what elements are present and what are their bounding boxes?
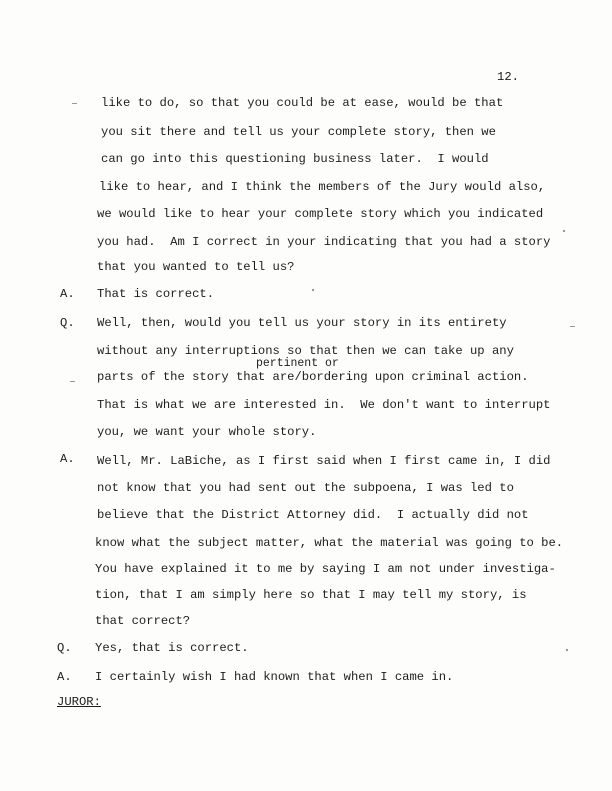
text-line: parts of the story that are/bordering upon criminal action. xyxy=(97,370,529,384)
text-line: Well, Mr. LaBiche, as I first said when I first came in, I did xyxy=(97,454,551,468)
text-line: not know that you had sent out the subpoena, I was led to xyxy=(97,481,514,495)
scan-mark xyxy=(570,326,575,327)
text-line: without any interruptions so that then we can take up any xyxy=(97,344,514,358)
text-line: I certainly wish I had known that when I came in. xyxy=(95,670,454,684)
speaker-label: Q. xyxy=(57,641,72,655)
text-line: can go into this questioning business later. I would xyxy=(101,152,489,166)
scan-mark xyxy=(312,289,314,291)
speaker-label: A. xyxy=(57,670,72,684)
scan-mark xyxy=(566,649,568,651)
scan-mark xyxy=(72,103,77,104)
speaker-label: Q. xyxy=(60,316,75,330)
text-line: tion, that I am simply here so that I may tell my story, is xyxy=(95,588,527,602)
text-line: you sit there and tell us your complete story, then we xyxy=(101,125,496,139)
text-line: Well, then, would you tell us your story in its entirety xyxy=(97,316,507,330)
speaker-label: A. xyxy=(60,287,75,301)
page-number: 12. xyxy=(497,70,519,84)
text-line: like to do, so that you could be at ease, would be that xyxy=(101,96,504,110)
speaker-heading: JUROR: xyxy=(57,695,101,709)
text-line: believe that the District Attorney did. I actually did not xyxy=(97,508,529,522)
text-line: know what the subject matter, what the material was going to be. xyxy=(95,536,564,550)
text-line: you had. Am I correct in your indicating that you had a story xyxy=(97,235,551,249)
text-line: that correct? xyxy=(95,614,191,628)
text-line: that you wanted to tell us? xyxy=(97,260,295,274)
scan-mark xyxy=(563,230,565,232)
scan-mark xyxy=(70,381,75,382)
text-line: You have explained it to me by saying I am not under investiga- xyxy=(95,562,556,576)
speaker-label: A. xyxy=(60,452,75,466)
text-line: Yes, that is correct. xyxy=(95,641,249,655)
text-line: That is correct. xyxy=(97,287,215,301)
text-line: like to hear, and I think the members of the Jury would also, xyxy=(99,180,546,194)
text-line: That is what we are interested in. We don't want to interrupt xyxy=(97,398,551,412)
text-line: you, we want your whole story. xyxy=(97,425,317,439)
text-line: we would like to hear your complete story which you indicated xyxy=(97,207,544,221)
interlinear-insertion: pertinent or xyxy=(256,357,339,370)
